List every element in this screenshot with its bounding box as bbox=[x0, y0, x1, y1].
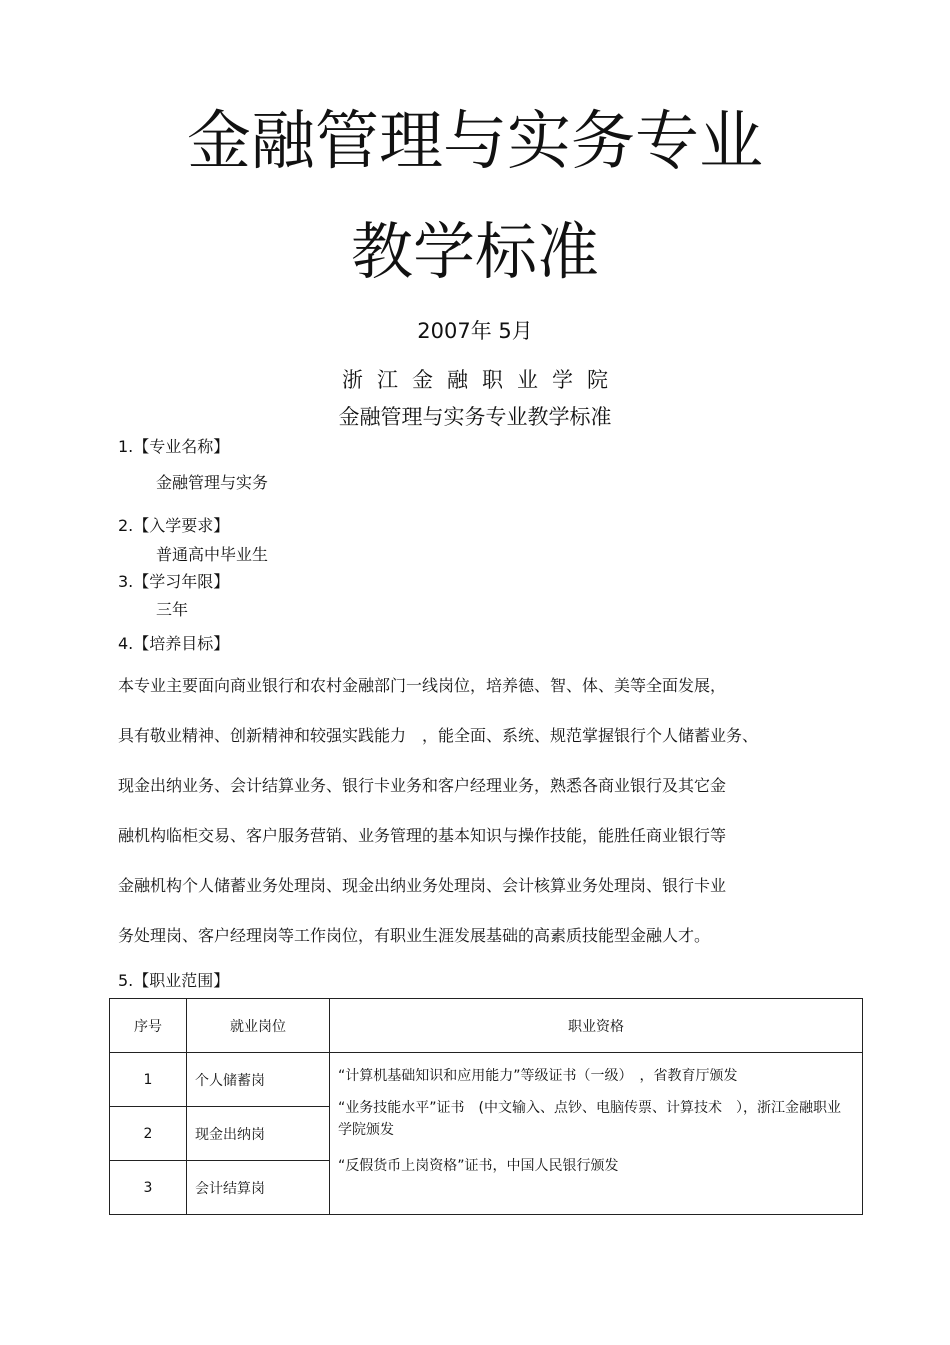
row-serial-no: 1 bbox=[110, 1053, 187, 1107]
qualification-item: “业务技能水平”证书 (中文输入、点钞、电脑传票、计算技术 ），浙江金融职业学院颁发 bbox=[338, 1100, 841, 1138]
section-2-heading: 2.【入学要求】 bbox=[118, 516, 230, 535]
header-position: 就业岗位 bbox=[187, 999, 330, 1053]
section-3-heading: 3.【学习年限】 bbox=[118, 572, 230, 591]
objective-line: 融机构临柜交易、客户服务营销、业务管理的基本知识与操作技能，能胜任商业银行等 bbox=[118, 826, 727, 845]
section-4-heading: 4.【培养目标】 bbox=[118, 634, 230, 653]
header-qualification: 职业资格 bbox=[330, 999, 863, 1053]
college-name: 浙江金融职业学院 bbox=[342, 368, 622, 392]
row-serial-no: 2 bbox=[110, 1107, 187, 1161]
table-row bbox=[110, 1053, 863, 1107]
qualification-cell bbox=[330, 1053, 863, 1215]
row-position: 现金出纳岗 bbox=[187, 1107, 330, 1161]
cover-title-line1: 金融管理与实务专业 bbox=[187, 105, 763, 179]
qualification-item: “计算机基础知识和应用能力”等级证书（一级） ，省教育厅颁发 bbox=[338, 1068, 738, 1084]
cover-title-line2: 教学标准 bbox=[350, 215, 599, 288]
section-1-heading: 1.【专业名称】 bbox=[118, 437, 230, 456]
cover-date: 2007年 5月 bbox=[417, 319, 533, 343]
row-position: 个人储蓄岗 bbox=[187, 1053, 330, 1107]
row-serial-no: 3 bbox=[110, 1161, 187, 1215]
objective-line: 具有敬业精神、创新精神和较强实践能力 ，能全面、系统、规范掌握银行个人储蓄业务、 bbox=[118, 726, 759, 745]
section-3-value: 三年 bbox=[156, 600, 189, 619]
row-position: 会计结算岗 bbox=[187, 1161, 330, 1215]
objective-line: 本专业主要面向商业银行和农村金融部门一线岗位，培养德、智、体、美等全面发展， bbox=[118, 676, 727, 695]
section-5-heading: 5.【职业范围】 bbox=[118, 971, 230, 990]
objective-line: 金融机构个人储蓄业务处理岗、现金出纳业务处理岗、会计核算业务处理岗、银行卡业 bbox=[118, 876, 727, 895]
section-2-value: 普通高中毕业生 bbox=[156, 545, 269, 564]
qualification-item: “反假货币上岗资格”证书，中国人民银行颁发 bbox=[338, 1158, 619, 1174]
table-header-row bbox=[110, 999, 863, 1053]
objective-line: 现金出纳业务、会计结算业务、银行卡业务和客户经理业务，熟悉各商业银行及其它金 bbox=[118, 776, 727, 795]
section-1-value: 金融管理与实务 bbox=[156, 473, 269, 492]
career-scope-table bbox=[109, 998, 863, 1215]
header-serial-no: 序号 bbox=[110, 999, 187, 1053]
objective-line: 务处理岗、客户经理岗等工作岗位，有职业生涯发展基础的高素质技能型金融人才。 bbox=[118, 926, 711, 945]
document-title: 金融管理与实务专业教学标准 bbox=[338, 405, 612, 429]
